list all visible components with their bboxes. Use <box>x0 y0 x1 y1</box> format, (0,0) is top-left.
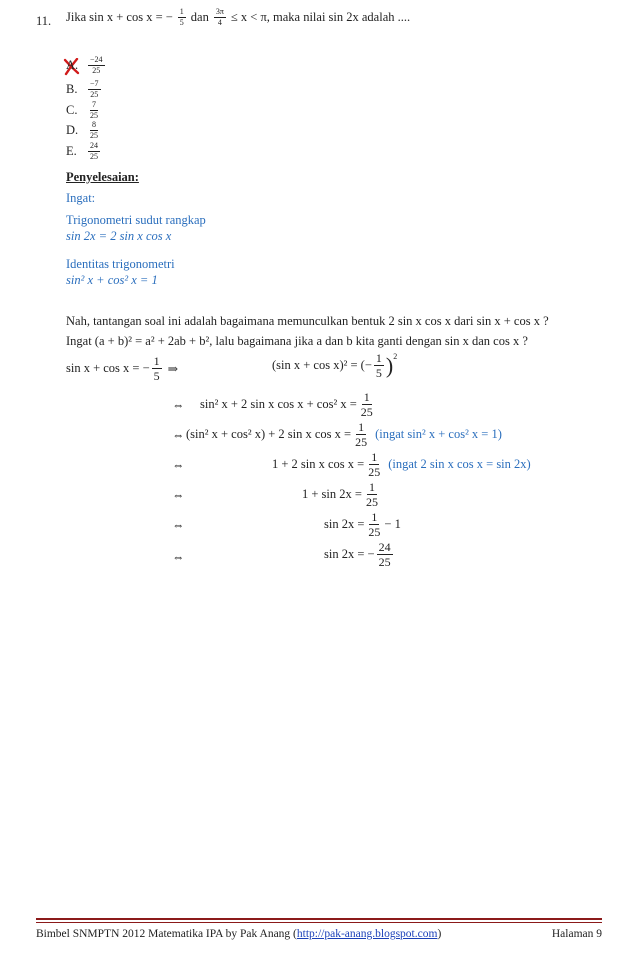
footer-rule-thin <box>36 922 602 923</box>
question-frac1: $\frac{1}{5}$ <box>179 7 184 27</box>
step-expand: sin² x + 2 sin x cos x + cos² x = $\frac{1}{25}$ <box>200 390 373 419</box>
option-value: $\frac{8}{25}$ <box>90 120 98 140</box>
iff-icon: ⇔ <box>172 398 185 412</box>
question-prefix: Jika <box>66 10 87 24</box>
question-text <box>66 8 410 27</box>
iff-icon: ⇔ <box>172 550 185 564</box>
rule-double-angle-title: Trigonometri sudut rangkap <box>66 213 206 227</box>
iff-icon: ⇔ <box>172 458 185 472</box>
rule-identity-title: Identitas trigonometri <box>66 257 175 271</box>
footer-rule-thick <box>36 918 602 920</box>
note-identity: (ingat sin² x + cos² x = 1) <box>375 427 502 441</box>
question-dan: dan <box>190 10 209 24</box>
option-c[interactable] <box>66 101 102 120</box>
iff-icon: ⇔ <box>172 518 185 532</box>
step-sin2x: 1 + sin 2x = $\frac{1}{25}$ <box>302 480 378 509</box>
iff-icon: ⇔ <box>172 488 185 502</box>
step-start: sin x + cos x = − $\frac{1}{5}$ ⇒ <box>66 354 179 383</box>
question-eq: sin x + cos x = − <box>89 10 173 24</box>
option-letter: D. <box>66 123 79 138</box>
explanation-line-2: Ingat (a + b)² = a² + 2ab + b², lalu bagaimana jika a dan b kita ganti dengan sin x dan cos x ? <box>66 334 528 348</box>
explanation-line-1: Nah, tantangan soal ini adalah bagaimana memunculkan bentuk 2 sin x cos x dari sin x + cos x ? <box>66 314 549 328</box>
option-letter: C. <box>66 103 78 118</box>
page-number: Halaman 9 <box>551 928 602 940</box>
option-e[interactable] <box>66 142 102 161</box>
question-condition: ≤ x < π, maka nilai sin 2x adalah .... <box>230 10 411 24</box>
option-d[interactable] <box>66 121 102 140</box>
footer-link[interactable]: http://pak-anang.blogspot.com <box>296 928 438 940</box>
step-substitute: 1 + 2 sin x cos x = $\frac{1}{25}$ (ingat 2 sin x cos x = sin 2x) <box>272 450 531 479</box>
step-square: (sin x + cos x)² = (− $\frac{1}{5}$ ) 2 <box>272 351 398 380</box>
option-a[interactable] <box>66 56 107 75</box>
step-isolate: sin 2x = $\frac{1}{25}$ − 1 <box>324 510 401 539</box>
option-value: $\frac{24}{25}$ <box>90 141 98 161</box>
option-letter: E. <box>66 144 77 159</box>
option-b[interactable] <box>66 80 103 99</box>
solution-heading: Penyelesaian: <box>66 170 139 184</box>
question-number: 11. <box>36 14 52 28</box>
option-letter: A. <box>66 58 79 73</box>
note-double-angle: (ingat 2 sin x cos x = sin 2x) <box>388 457 531 471</box>
rule-identity-formula: sin² x + cos² x = 1 <box>66 273 158 287</box>
iff-icon: ⇔ <box>172 428 185 442</box>
rule-double-angle-formula: sin 2x = 2 sin x cos x <box>66 229 172 243</box>
reminder-label: Ingat: <box>66 191 96 205</box>
option-letter: B. <box>66 82 78 97</box>
step-result: sin 2x = − $\frac{24}{25}$ <box>324 540 391 569</box>
option-value: $\frac{-24}{25}$ <box>90 55 103 75</box>
footer-left: Bimbel SNMPTN 2012 Matematika IPA by Pak Anang (http://pak-anang.blogspot.com) <box>36 928 442 940</box>
option-value: $\frac{-7}{25}$ <box>90 79 99 99</box>
step-group: (sin² x + cos² x) + 2 sin x cos x = $\frac{1}{25}$ (ingat sin² x + cos² x = 1) <box>186 420 502 449</box>
question-frac2: $\frac{3\pi}{4}$ <box>215 7 224 27</box>
option-value: $\frac{7}{25}$ <box>90 100 98 120</box>
